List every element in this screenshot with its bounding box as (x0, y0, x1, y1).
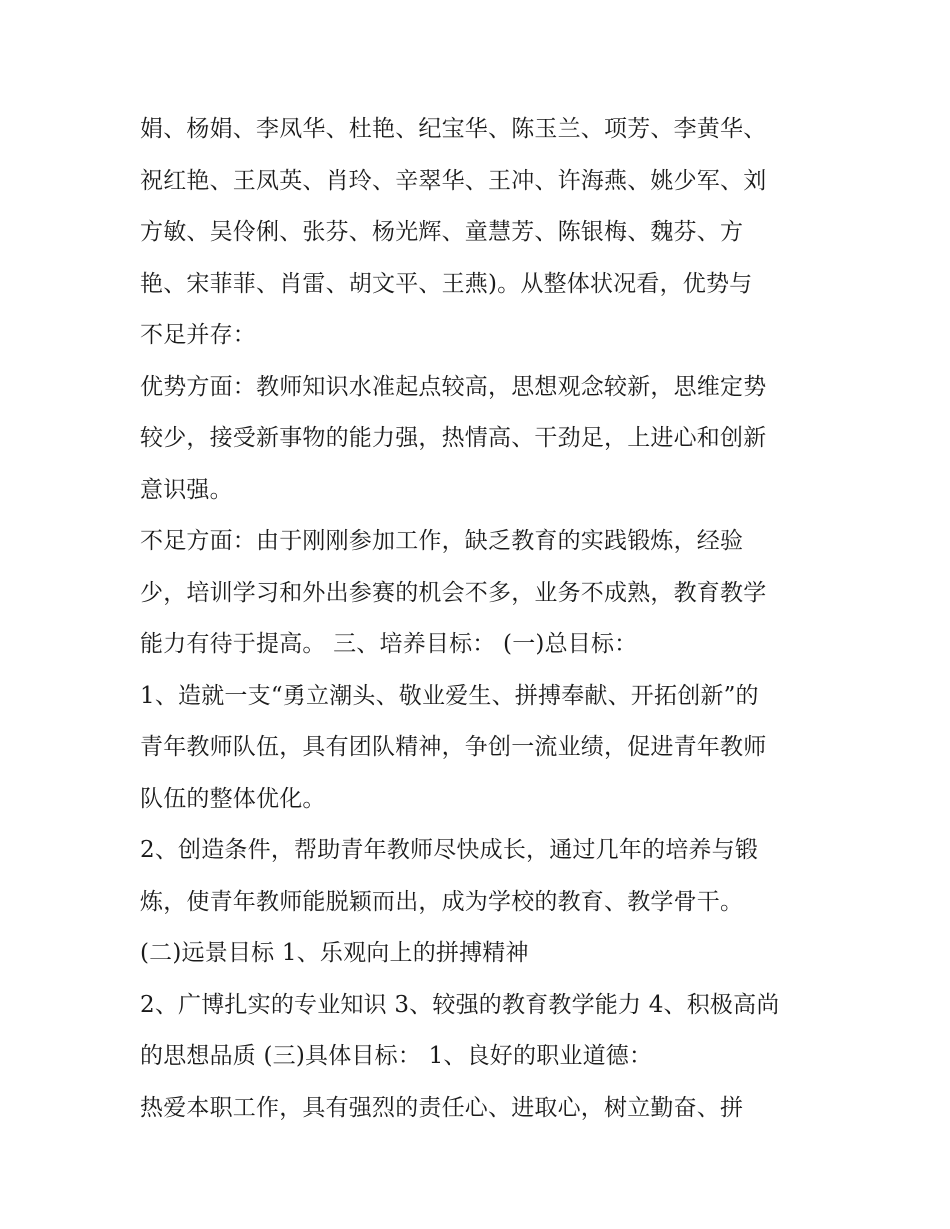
text-line: 娟、杨娟、李凤华、杜艳、纪宝华、陈玉兰、项芳、李黄华、 (140, 116, 767, 142)
text-line: 较少，接受新事物的能力强，热情高、干劲足，上进心和创新 (140, 425, 767, 451)
text-line: 炼，使青年教师能脱颖而出，成为学校的教育、教学骨干。 (140, 888, 744, 915)
text-line: 不足并存： (140, 322, 256, 348)
text-line: 祝红艳、王凤英、肖玲、辛翠华、王冲、许海燕、姚少军、刘 (140, 167, 767, 194)
text-line: 艳、宋菲菲、肖雷、胡文平、王燕)。从整体状况看，优势与 (140, 270, 753, 297)
text-line: 方敏、吴伶俐、张芬、杨光辉、童慧芳、陈银梅、魏芬、方 (140, 219, 744, 245)
text-line: 不足方面：由于刚刚参加工作，缺乏教育的实践锻炼，经验 (140, 528, 744, 554)
text-line: 优势方面：教师知识水准起点较高，思想观念较新，思维定势 (140, 373, 767, 400)
text-line: 意识强。 (140, 476, 233, 503)
text-line: 1、造就一支“勇立潮头、敬业爱生、拼搏奉献、开拓创新”的 (140, 682, 759, 709)
text-line: 2、广博扎实的专业知识 3、较强的教育教学能力 4、积极高尚 (140, 991, 780, 1018)
text-line: 队伍的整体优化。 (140, 785, 326, 812)
text-line: 青年教师队伍，具有团队精神，争创一流业绩，促进青年教师 (140, 734, 767, 760)
text-line: 的思想品质 (三)具体目标： 1、良好的职业道德： (140, 1043, 653, 1069)
text-line: 2、创造条件，帮助青年教师尽快成长，通过几年的培养与锻 (140, 837, 759, 863)
text-line: 少，培训学习和外出参赛的机会不多，业务不成熟，教育教学 (140, 579, 767, 606)
text-line: 能力有待于提高。 三、培养目标： (一)总目标： (140, 631, 638, 657)
text-line: (二)远景目标 1、乐观向上的拼搏精神 (140, 940, 529, 966)
document-body (140, 104, 820, 1134)
text-line: 热爱本职工作，具有强烈的责任心、进取心，树立勤奋、拼 (140, 1094, 744, 1121)
